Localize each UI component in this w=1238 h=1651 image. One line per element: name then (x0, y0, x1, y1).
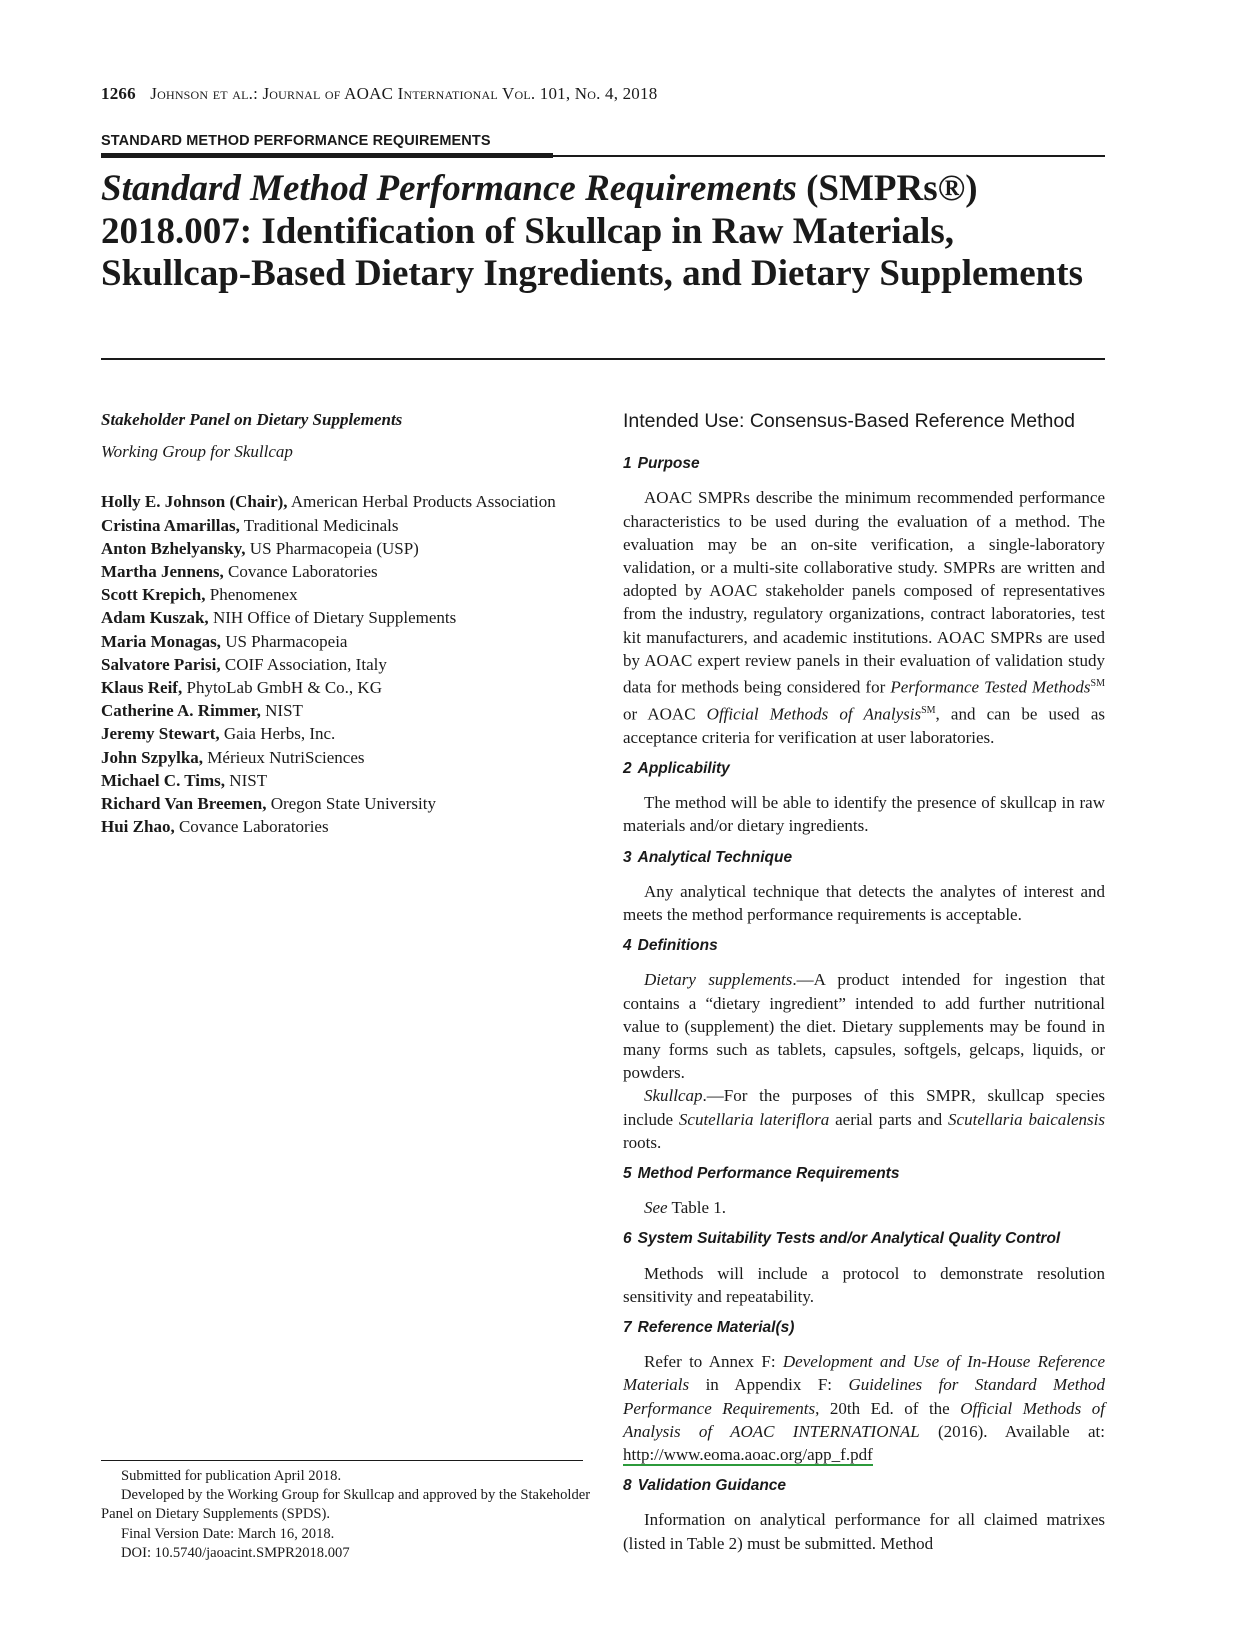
member-item (101, 746, 581, 769)
footnote-final-version: Final Version Date: March 16, 2018. (121, 1525, 335, 1542)
intended-use: Intended Use: Consensus-Based Reference Method (623, 410, 1076, 432)
member-affiliation: Gaia Herbs, Inc. (219, 724, 336, 744)
member-item (101, 815, 581, 838)
member-affiliation: Covance Laboratories (174, 817, 329, 837)
article-title-italic: Standard Method Performance Requirements (101, 168, 797, 209)
member-affiliation: COIF Association, Italy (220, 654, 387, 674)
footnote-submitted: Submitted for publication April 2018. (121, 1468, 342, 1484)
member-name: Richard Van Breemen, (101, 794, 267, 814)
member-item (101, 583, 581, 606)
member-item (101, 792, 581, 815)
left-column (101, 408, 581, 838)
member-item (101, 606, 581, 629)
member-name: Michael C. Tims, (101, 770, 226, 790)
member-name: Maria Monagas, (101, 631, 221, 651)
member-name: Klaus Reif, (101, 678, 183, 698)
journal-citation: Johnson et al.: Journal of AOAC International Vol. 101, No. 4, 2018 (150, 84, 658, 103)
method-performance-paragraph: See Table 1. (644, 1198, 727, 1218)
definition-dietary-supplements: Dietary supplements.—A product intended for ingestion that contains a “dietary ingredient” intended to add further nutritional value to (supplement) the diet. Dietary supplements may be found in many forms such as tablets, capsules, softgels, gelcaps, liquids, or powders. (623, 970, 1106, 1083)
section-heading-reference-materials: 7 Reference Material(s) (623, 1319, 795, 1337)
article-title (101, 168, 1101, 296)
section-heading-purpose: 1 Purpose (623, 455, 700, 473)
section-heading-method-performance: 5 Method Performance Requirements (623, 1165, 900, 1182)
purpose-paragraph: AOAC SMPRs describe the minimum recommended performance characteristics to be used during the evaluation of a method. The evaluation may be an on-site verification, a single-laboratory validation, or a multi-site collaborative study. SMPRs are written and adopted by AOAC stakeholder panels composed of representatives from the industry, regulatory organizations, contract laboratories, test kit manufacturers, and academic institutions. AOAC SMPRs are used by AOAC expert review panels in their evaluation of validation study data for methods being considered for Performance Tested Methods℠ or AOAC Official Methods of Analysis℠, and can be used as acceptance criteria for verification at user laboratories. (623, 488, 1105, 747)
article-title-rest: (SMPRs®) 2018.007: Identification of Skullcap in Raw Materials, Skullcap-Based Dietary Ingredients, and Dietary Supplements (101, 168, 1083, 294)
member-name: Hui Zhao, (101, 817, 175, 837)
member-item (101, 514, 581, 537)
member-affiliation: Mérieux NutriSciences (203, 747, 365, 767)
member-name: Holly E. Johnson (Chair), (101, 492, 288, 512)
member-name: John Szpylka, (101, 747, 204, 767)
analytical-technique-paragraph: Any analytical technique that detects the analytes of interest and meets the method performance requirements is acceptable. (623, 881, 1105, 924)
member-name: Adam Kuszak, (101, 608, 209, 628)
member-affiliation: NIH Office of Dietary Supplements (208, 608, 457, 628)
page-number: 1266 (101, 84, 136, 103)
member-name: Cristina Amarillas, (101, 515, 240, 535)
member-item (101, 722, 581, 745)
member-name: Scott Krepich, (101, 585, 206, 605)
member-affiliation: Oregon State University (266, 794, 436, 814)
member-affiliation: NIST (260, 701, 303, 721)
section-heading-analytical-technique: 3 Analytical Technique (623, 848, 793, 866)
footnotes (101, 1467, 591, 1563)
member-affiliation: US Pharmacopeia (220, 631, 348, 651)
footnote-rule (101, 1460, 583, 1461)
definition-skullcap: Skullcap.—For the purposes of this SMPR, skullcap species include Scutellaria lateriflora aerial parts and Scutellaria baicalensis roots. (623, 1086, 1105, 1152)
member-affiliation: US Pharmacopeia (USP) (245, 538, 419, 558)
member-affiliation: Traditional Medicinals (239, 515, 399, 535)
member-item (101, 560, 581, 583)
member-affiliation: American Herbal Products Association (287, 492, 556, 512)
members-list (101, 490, 581, 838)
member-name: Martha Jennens, (101, 562, 224, 582)
reference-materials-paragraph: Refer to Annex F: Development and Use of In-House Reference Materials in Appendix F: Guidelines for Standard Method Performance Requirements, 20th Ed. of the Official Methods of Analysis of AOAC INTERNATIONAL (2016). Available at: http://www.eoma.aoac.org/app_f.pdf (623, 1352, 1105, 1465)
section-heading-applicability: 2 Applicability (623, 759, 730, 777)
member-item (101, 769, 581, 792)
right-column (623, 410, 1105, 1563)
member-name: Catherine A. Rimmer, (101, 701, 261, 721)
member-item (101, 676, 581, 699)
validation-guidance-paragraph: Information on analytical performance for all claimed matrixes (listed in Table 2) must be submitted. Method (623, 1510, 1105, 1553)
member-item (101, 537, 581, 560)
section-heading-validation-guidance: 8 Validation Guidance (623, 1477, 787, 1495)
member-affiliation: NIST (225, 770, 268, 790)
footnote-developed: Developed by the Working Group for Skullcap and approved by the Stakeholder Panel on Dietary Supplements (SPDS). (101, 1487, 591, 1523)
section-heading-definitions: 4 Definitions (623, 937, 718, 955)
annex-f-link[interactable]: http://www.eoma.aoac.org/app_f.pdf (623, 1445, 873, 1465)
member-name: Anton Bzhelyansky, (101, 538, 246, 558)
applicability-paragraph: The method will be able to identify the presence of skullcap in raw materials and/or dietary ingredients. (623, 793, 1105, 836)
section-heading-system-suitability: 6 System Suitability Tests and/or Analytical Quality Control (623, 1230, 1061, 1248)
member-item (101, 699, 581, 722)
running-head (101, 84, 657, 104)
header-rule-accent (101, 153, 553, 158)
member-name: Salvatore Parisi, (101, 654, 221, 674)
section-label: STANDARD METHOD PERFORMANCE REQUIREMENTS (101, 133, 491, 149)
system-suitability-paragraph: Methods will include a protocol to demonstrate resolution sensitivity and repeatability. (623, 1263, 1105, 1306)
member-name: Jeremy Stewart, (101, 724, 220, 744)
working-group-name: Working Group for Skullcap (101, 442, 293, 462)
member-item (101, 653, 581, 676)
member-affiliation: Covance Laboratories (223, 562, 378, 582)
member-affiliation: Phenomenex (205, 585, 298, 605)
member-affiliation: PhytoLab GmbH & Co., KG (182, 678, 382, 698)
panel-name: Stakeholder Panel on Dietary Supplements (101, 410, 403, 429)
footnote-doi: DOI: 10.5740/jaoacint.SMPR2018.007 (121, 1544, 350, 1561)
title-rule (101, 358, 1105, 360)
member-item (101, 630, 581, 653)
member-item (101, 490, 581, 513)
